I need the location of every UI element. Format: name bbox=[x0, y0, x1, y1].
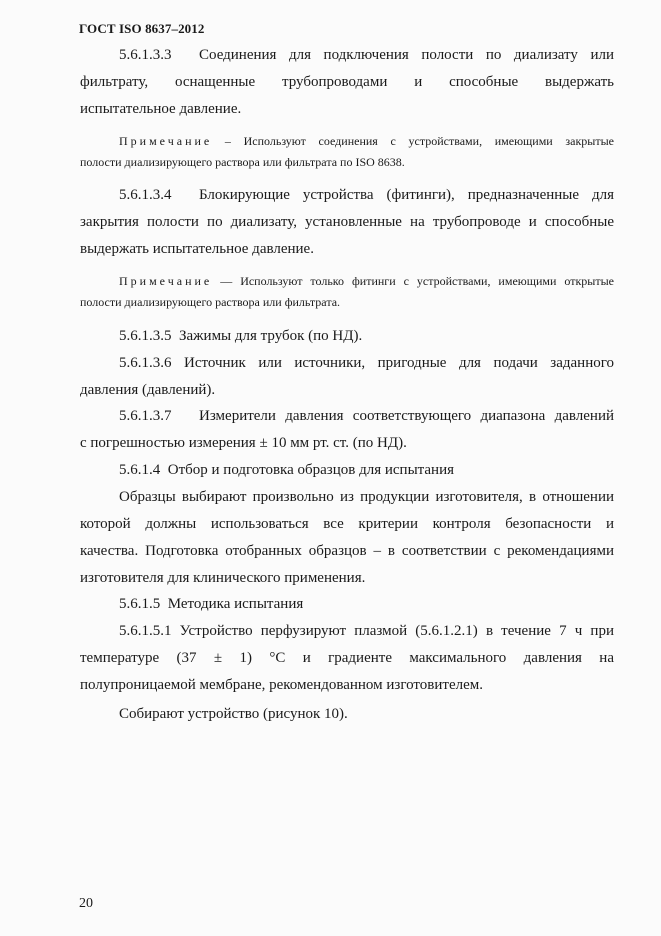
section-heading-5-6-1-4 bbox=[80, 457, 614, 484]
note-line: полости диализирующего раствора или фильтрата. bbox=[80, 295, 341, 309]
note-line bbox=[80, 271, 614, 292]
paragraph-line: закрытия полости по диализату, установленные на трубопроводе и способные bbox=[80, 214, 614, 230]
note-label: Примечание bbox=[119, 134, 213, 148]
paragraph-text: Измерители давления соответствующего диапазона давлений bbox=[199, 408, 614, 424]
paragraph-line: выдержать испытательное давление. bbox=[80, 241, 314, 257]
paragraph-line: качества. Подготовка отобранных образцов – в соответствии с рекомендациями bbox=[80, 543, 614, 559]
paragraph-line: 5.6.1.5 Методика испытания bbox=[119, 596, 304, 612]
paragraph-line bbox=[80, 182, 614, 209]
paragraph-line: 5.6.1.5.1 Устройство перфузируют плазмой (5.6.1.2.1) в течение 7 ч при bbox=[119, 623, 614, 639]
paragraph-5-6-1-3-5 bbox=[80, 323, 614, 350]
note-label: Примечание bbox=[119, 274, 213, 288]
paragraph-5-6-1-3-7 bbox=[80, 403, 614, 457]
note-line bbox=[80, 131, 614, 152]
paragraph-line: изготовителя для клинического применения. bbox=[80, 570, 366, 586]
paragraph-line: Собирают устройство (рисунок 10). bbox=[119, 706, 348, 722]
clause-number: 5.6.1.3.7 bbox=[119, 408, 172, 424]
note-line: полости диализирующего раствора или фильтрата по ISO 8638. bbox=[80, 155, 405, 169]
note-2 bbox=[80, 271, 614, 313]
paragraph-5-6-1-3-3 bbox=[80, 42, 614, 123]
paragraph-text: Соединения для подключения полости по диализату или bbox=[199, 47, 614, 63]
paragraph-line bbox=[80, 42, 614, 69]
paragraph-line: с погрешностью измерения ± 10 мм рт. ст. (по НД). bbox=[80, 435, 407, 451]
note-text: — Используют только фитинги с устройствами, имеющими открытые bbox=[212, 274, 614, 288]
paragraph-5-6-1-5-1 bbox=[80, 618, 614, 699]
clause-number: 5.6.1.3.4 bbox=[119, 187, 172, 203]
paragraph-samples bbox=[80, 484, 614, 592]
paragraph-line: испытательное давление. bbox=[80, 101, 242, 117]
paragraph-line: давления (давлений). bbox=[80, 382, 216, 398]
paragraph-5-6-1-3-6 bbox=[80, 350, 614, 404]
note-1 bbox=[80, 131, 614, 173]
paragraph-line bbox=[80, 403, 614, 430]
paragraph-line: Образцы выбирают произвольно из продукции изготовителя, в отношении bbox=[119, 489, 614, 505]
document-header: ГОСТ ISO 8637–2012 bbox=[79, 21, 205, 36]
paragraph-assembly bbox=[80, 701, 614, 728]
section-heading-5-6-1-5 bbox=[80, 591, 614, 618]
paragraph-5-6-1-3-4 bbox=[80, 182, 614, 263]
paragraph-line: фильтрату, оснащенные трубопроводами и способные выдержать bbox=[80, 74, 614, 90]
paragraph-line: температуре (37 ± 1) °С и градиенте максимального давления на bbox=[80, 650, 614, 666]
page-number: 20 bbox=[79, 896, 93, 911]
paragraph-line: 5.6.1.3.5 Зажимы для трубок (по НД). bbox=[119, 328, 363, 344]
note-text: – Используют соединения с устройствами, имеющими закрытые bbox=[212, 134, 614, 148]
paragraph-line: которой должны использоваться все критерии контроля безопасности и bbox=[80, 516, 614, 532]
paragraph-text: Блокирующие устройства (фитинги), предназначенные для bbox=[199, 187, 614, 203]
paragraph-line: 5.6.1.4 Отбор и подготовка образцов для испытания bbox=[119, 462, 454, 478]
paragraph-line: 5.6.1.3.6 Источник или источники, пригодные для подачи заданного bbox=[119, 355, 614, 371]
clause-number: 5.6.1.3.3 bbox=[119, 47, 172, 63]
paragraph-line: полупроницаемой мембране, рекомендованном изготовителем. bbox=[80, 677, 483, 693]
